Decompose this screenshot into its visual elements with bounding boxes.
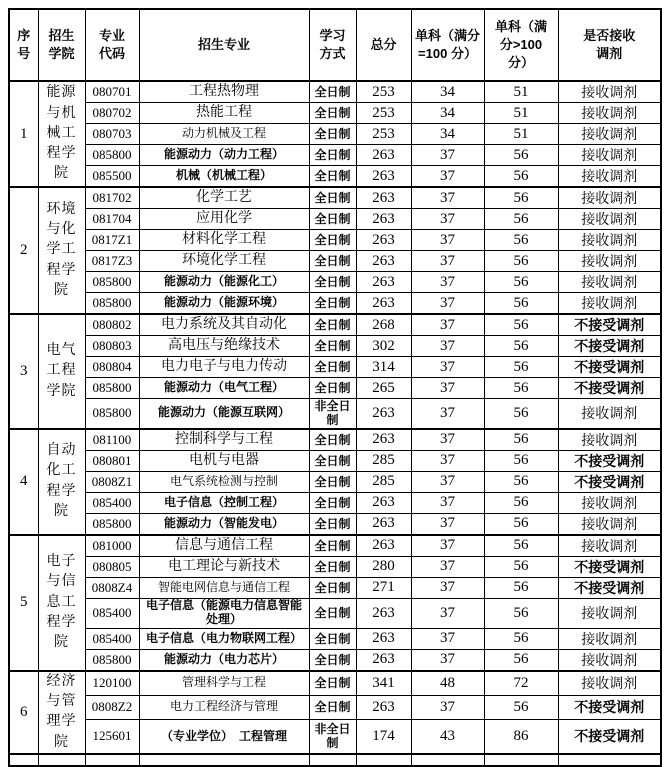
cell-major: 电工理论与新技术 (139, 556, 309, 577)
cell-single-100: 37 (411, 399, 484, 429)
cell-total-score: 302 (356, 336, 411, 357)
page (0, 8, 670, 750)
cell-single-gt100: 56 (484, 209, 558, 230)
cell-major: 能源动力（动力工程） (139, 145, 309, 166)
cell-accept: 不接受调剂 (558, 471, 661, 492)
cell-accept: 不接受调剂 (558, 378, 661, 399)
cell-major: 电机与电器 (139, 450, 309, 471)
admissions-table (8, 8, 662, 767)
cell-accept: 不接受调剂 (558, 719, 661, 754)
cell-study-mode: 全日制 (309, 272, 356, 293)
table-row (9, 230, 661, 251)
table-row (9, 450, 661, 471)
cell-college: 电子 与信 息工 程学 院 (38, 535, 85, 671)
cell-single-100: 37 (411, 378, 484, 399)
cell-single-100: 37 (411, 471, 484, 492)
table-row (9, 695, 661, 719)
table-row (9, 272, 661, 293)
table-row (9, 314, 661, 336)
cell-study-mode: 全日制 (309, 695, 356, 719)
table-row (9, 251, 661, 272)
table-row (9, 399, 661, 429)
cell-single-gt100: 56 (484, 450, 558, 471)
partial-row (9, 754, 661, 766)
partial-cell (85, 754, 139, 766)
cell-major: 环境化学工程 (139, 251, 309, 272)
cell-major: 高电压与绝缘技术 (139, 336, 309, 357)
cell-study-mode: 全日制 (309, 230, 356, 251)
cell-serial: 2 (9, 187, 38, 314)
cell-college: 电气 工程 学院 (38, 314, 85, 429)
cell-study-mode: 全日制 (309, 492, 356, 513)
cell-major: 信息与通信工程 (139, 535, 309, 557)
cell-major-code: 080802 (85, 314, 139, 336)
cell-major-code: 080702 (85, 103, 139, 124)
cell-study-mode: 非全日制 (309, 399, 356, 429)
cell-major-code: 0817Z1 (85, 230, 139, 251)
table-row (9, 336, 661, 357)
cell-total-score: 263 (356, 293, 411, 315)
cell-study-mode: 全日制 (309, 293, 356, 315)
cell-study-mode: 全日制 (309, 535, 356, 557)
cell-single-gt100: 56 (484, 513, 558, 535)
cell-study-mode: 全日制 (309, 209, 356, 230)
cell-single-gt100: 51 (484, 124, 558, 145)
cell-total-score: 263 (356, 695, 411, 719)
cell-total-score: 263 (356, 513, 411, 535)
cell-single-100: 37 (411, 450, 484, 471)
cell-accept: 接收调剂 (558, 230, 661, 251)
cell-major-code: 085800 (85, 145, 139, 166)
cell-single-100: 37 (411, 166, 484, 188)
table-row (9, 357, 661, 378)
cell-study-mode: 全日制 (309, 577, 356, 598)
partial-cell (139, 754, 309, 766)
cell-total-score: 253 (356, 103, 411, 124)
cell-study-mode: 全日制 (309, 124, 356, 145)
cell-total-score: 268 (356, 314, 411, 336)
header-single-100: 单科（满分 =100 分） (411, 9, 484, 81)
table-row (9, 598, 661, 628)
table-row (9, 649, 661, 671)
table-row (9, 187, 661, 209)
cell-single-100: 37 (411, 628, 484, 649)
cell-single-100: 37 (411, 187, 484, 209)
cell-major-code: 085800 (85, 399, 139, 429)
cell-total-score: 263 (356, 535, 411, 557)
cell-single-gt100: 56 (484, 378, 558, 399)
cell-major: 能源动力（智能发电） (139, 513, 309, 535)
cell-study-mode: 全日制 (309, 336, 356, 357)
cell-single-gt100: 56 (484, 272, 558, 293)
cell-single-100: 37 (411, 513, 484, 535)
cell-single-100: 37 (411, 649, 484, 671)
cell-total-score: 263 (356, 492, 411, 513)
table-row (9, 556, 661, 577)
cell-single-100: 37 (411, 556, 484, 577)
cell-single-100: 37 (411, 598, 484, 628)
header-row (9, 9, 661, 81)
cell-accept: 接收调剂 (558, 166, 661, 188)
table-row (9, 166, 661, 188)
cell-accept: 不接受调剂 (558, 357, 661, 378)
cell-major-code: 080701 (85, 81, 139, 103)
table-row (9, 124, 661, 145)
cell-accept: 接收调剂 (558, 81, 661, 103)
cell-serial: 6 (9, 671, 38, 754)
cell-single-gt100: 56 (484, 166, 558, 188)
cell-accept: 不接受调剂 (558, 450, 661, 471)
cell-single-100: 37 (411, 251, 484, 272)
cell-single-gt100: 56 (484, 577, 558, 598)
table-row (9, 628, 661, 649)
cell-study-mode: 全日制 (309, 81, 356, 103)
cell-major: 能源动力（能源化工） (139, 272, 309, 293)
cell-single-gt100: 56 (484, 628, 558, 649)
cell-total-score: 265 (356, 378, 411, 399)
cell-study-mode: 全日制 (309, 187, 356, 209)
cell-single-gt100: 56 (484, 598, 558, 628)
cell-study-mode: 全日制 (309, 103, 356, 124)
partial-cell (558, 754, 661, 766)
header-major: 招生专业 (139, 9, 309, 81)
partial-cell (9, 754, 38, 766)
cell-single-gt100: 56 (484, 471, 558, 492)
table-row (9, 492, 661, 513)
cell-single-gt100: 56 (484, 251, 558, 272)
cell-study-mode: 全日制 (309, 357, 356, 378)
cell-accept: 接收调剂 (558, 429, 661, 451)
cell-total-score: 280 (356, 556, 411, 577)
table-row (9, 209, 661, 230)
cell-major: 能源动力（电气工程） (139, 378, 309, 399)
cell-accept: 接收调剂 (558, 272, 661, 293)
cell-total-score: 253 (356, 124, 411, 145)
cell-total-score: 263 (356, 145, 411, 166)
cell-single-100: 37 (411, 145, 484, 166)
header-college: 招生 学院 (38, 9, 85, 81)
cell-total-score: 341 (356, 671, 411, 696)
cell-study-mode: 全日制 (309, 314, 356, 336)
header-study-mode: 学习 方式 (309, 9, 356, 81)
cell-total-score: 263 (356, 187, 411, 209)
cell-serial: 3 (9, 314, 38, 429)
cell-study-mode: 全日制 (309, 649, 356, 671)
cell-college: 环境 与化 学工 程学 院 (38, 187, 85, 314)
cell-single-gt100: 56 (484, 293, 558, 315)
cell-major: 材料化学工程 (139, 230, 309, 251)
cell-total-score: 263 (356, 628, 411, 649)
cell-study-mode: 全日制 (309, 145, 356, 166)
cell-major: 电力系统及其自动化 (139, 314, 309, 336)
cell-single-gt100: 51 (484, 81, 558, 103)
cell-major-code: 085800 (85, 649, 139, 671)
cell-major-code: 085800 (85, 513, 139, 535)
cell-single-100: 37 (411, 695, 484, 719)
cell-single-100: 37 (411, 314, 484, 336)
cell-major: 控制科学与工程 (139, 429, 309, 451)
cell-single-100: 37 (411, 535, 484, 557)
table-row (9, 429, 661, 451)
cell-study-mode: 全日制 (309, 251, 356, 272)
cell-single-gt100: 56 (484, 492, 558, 513)
cell-major-code: 085400 (85, 598, 139, 628)
cell-accept: 接收调剂 (558, 492, 661, 513)
cell-major: 动力机械及工程 (139, 124, 309, 145)
cell-total-score: 285 (356, 471, 411, 492)
cell-major-code: 0808Z4 (85, 577, 139, 598)
cell-major: 热能工程 (139, 103, 309, 124)
cell-major-code: 085800 (85, 272, 139, 293)
cell-major-code: 081000 (85, 535, 139, 557)
cell-accept: 接收调剂 (558, 103, 661, 124)
cell-serial: 1 (9, 81, 38, 187)
cell-study-mode: 全日制 (309, 471, 356, 492)
cell-accept: 不接受调剂 (558, 556, 661, 577)
cell-accept: 不接受调剂 (558, 336, 661, 357)
cell-major-code: 081704 (85, 209, 139, 230)
cell-accept: 接收调剂 (558, 251, 661, 272)
cell-single-100: 37 (411, 336, 484, 357)
cell-total-score: 253 (356, 81, 411, 103)
cell-accept: 接收调剂 (558, 598, 661, 628)
partial-cell (309, 754, 356, 766)
cell-single-100: 37 (411, 230, 484, 251)
cell-single-gt100: 72 (484, 671, 558, 696)
cell-college: 能源 与机 械工 程学 院 (38, 81, 85, 187)
partial-cell (356, 754, 411, 766)
cell-major: 电子信息（电力物联网工程） (139, 628, 309, 649)
cell-total-score: 263 (356, 209, 411, 230)
cell-total-score: 263 (356, 251, 411, 272)
cell-accept: 接收调剂 (558, 628, 661, 649)
cell-total-score: 263 (356, 230, 411, 251)
cell-study-mode: 非全日制 (309, 719, 356, 754)
cell-single-100: 37 (411, 429, 484, 451)
cell-single-gt100: 56 (484, 336, 558, 357)
cell-study-mode: 全日制 (309, 513, 356, 535)
cell-single-100: 34 (411, 81, 484, 103)
cell-major: 能源动力（能源环境） (139, 293, 309, 315)
cell-study-mode: 全日制 (309, 378, 356, 399)
cell-serial: 5 (9, 535, 38, 671)
cell-major: 工程热物理 (139, 81, 309, 103)
table-row (9, 471, 661, 492)
cell-single-gt100: 56 (484, 649, 558, 671)
cell-accept: 不接受调剂 (558, 577, 661, 598)
cell-single-gt100: 56 (484, 230, 558, 251)
header-major-code: 专业 代码 (85, 9, 139, 81)
cell-accept: 接收调剂 (558, 399, 661, 429)
cell-accept: 接收调剂 (558, 293, 661, 315)
cell-serial: 4 (9, 429, 38, 535)
cell-total-score: 263 (356, 166, 411, 188)
cell-college: 经济 与管 理学 院 (38, 671, 85, 754)
cell-major: 电子信息（控制工程） (139, 492, 309, 513)
cell-major-code: 120100 (85, 671, 139, 696)
cell-single-100: 37 (411, 272, 484, 293)
cell-major: 电力工程经济与管理 (139, 695, 309, 719)
cell-total-score: 285 (356, 450, 411, 471)
cell-total-score: 263 (356, 272, 411, 293)
cell-single-100: 37 (411, 357, 484, 378)
cell-major-code: 080703 (85, 124, 139, 145)
cell-total-score: 263 (356, 429, 411, 451)
cell-total-score: 314 (356, 357, 411, 378)
cell-major: 能源动力（电力芯片） (139, 649, 309, 671)
cell-single-gt100: 86 (484, 719, 558, 754)
cell-single-100: 37 (411, 209, 484, 230)
table-row (9, 81, 661, 103)
cell-major-code: 085500 (85, 166, 139, 188)
cell-study-mode: 全日制 (309, 598, 356, 628)
cell-major: 智能电网信息与通信工程 (139, 577, 309, 598)
cell-single-100: 37 (411, 492, 484, 513)
table-row (9, 535, 661, 557)
cell-single-100: 37 (411, 293, 484, 315)
cell-major-code: 0808Z2 (85, 695, 139, 719)
cell-single-gt100: 56 (484, 187, 558, 209)
cell-major-code: 085800 (85, 378, 139, 399)
cell-major-code: 081100 (85, 429, 139, 451)
cell-total-score: 271 (356, 577, 411, 598)
cell-total-score: 174 (356, 719, 411, 754)
cell-study-mode: 全日制 (309, 628, 356, 649)
cell-college: 自动 化工 程学 院 (38, 429, 85, 535)
cell-study-mode: 全日制 (309, 450, 356, 471)
table-row (9, 103, 661, 124)
cell-accept: 接收调剂 (558, 187, 661, 209)
cell-study-mode: 全日制 (309, 166, 356, 188)
header-serial: 序 号 (9, 9, 38, 81)
cell-accept: 接收调剂 (558, 649, 661, 671)
cell-single-100: 48 (411, 671, 484, 696)
cell-major-code: 085400 (85, 628, 139, 649)
table-row (9, 719, 661, 754)
cell-major: 应用化学 (139, 209, 309, 230)
cell-major-code: 080803 (85, 336, 139, 357)
cell-accept: 接收调剂 (558, 513, 661, 535)
cell-major-code: 080804 (85, 357, 139, 378)
cell-single-gt100: 56 (484, 357, 558, 378)
cell-major-code: 0817Z3 (85, 251, 139, 272)
cell-major-code: 125601 (85, 719, 139, 754)
table-row (9, 577, 661, 598)
table-row (9, 671, 661, 696)
partial-cell (411, 754, 484, 766)
cell-accept: 接收调剂 (558, 671, 661, 696)
cell-single-gt100: 51 (484, 103, 558, 124)
cell-major-code: 085800 (85, 293, 139, 315)
cell-major-code: 080801 (85, 450, 139, 471)
table-row (9, 513, 661, 535)
table-row (9, 145, 661, 166)
cell-accept: 接收调剂 (558, 535, 661, 557)
partial-cell (484, 754, 558, 766)
cell-major: 电力电子与电力传动 (139, 357, 309, 378)
cell-major: 管理科学与工程 (139, 671, 309, 696)
cell-major: 化学工艺 (139, 187, 309, 209)
cell-major-code: 0808Z1 (85, 471, 139, 492)
cell-major: 能源动力（能源互联网） (139, 399, 309, 429)
cell-study-mode: 全日制 (309, 556, 356, 577)
cell-major-code: 085400 (85, 492, 139, 513)
cell-accept: 接收调剂 (558, 145, 661, 166)
table-header (9, 9, 661, 81)
cell-accept: 接收调剂 (558, 209, 661, 230)
cell-accept: 接收调剂 (558, 124, 661, 145)
cell-single-100: 37 (411, 577, 484, 598)
cell-single-gt100: 56 (484, 314, 558, 336)
header-total-score: 总分 (356, 9, 411, 81)
cell-accept: 不接受调剂 (558, 695, 661, 719)
header-accept: 是否接收 调剂 (558, 9, 661, 81)
table-row (9, 378, 661, 399)
cell-single-gt100: 56 (484, 556, 558, 577)
cell-major: 机械（机械工程） (139, 166, 309, 188)
cell-total-score: 263 (356, 598, 411, 628)
cell-single-100: 34 (411, 124, 484, 145)
cell-single-gt100: 56 (484, 695, 558, 719)
cell-total-score: 263 (356, 399, 411, 429)
cell-major: 电气系统检测与控制 (139, 471, 309, 492)
cell-total-score: 263 (356, 649, 411, 671)
table-body (9, 81, 661, 766)
cell-single-gt100: 56 (484, 429, 558, 451)
cell-major-code: 080805 (85, 556, 139, 577)
cell-accept: 不接受调剂 (558, 314, 661, 336)
cell-single-gt100: 56 (484, 535, 558, 557)
cell-single-100: 43 (411, 719, 484, 754)
cell-study-mode: 全日制 (309, 429, 356, 451)
table-row (9, 293, 661, 315)
cell-single-gt100: 56 (484, 399, 558, 429)
cell-major: 电子信息（能源电力信息智能处理） (139, 598, 309, 628)
partial-cell (38, 754, 85, 766)
cell-single-gt100: 56 (484, 145, 558, 166)
cell-single-100: 34 (411, 103, 484, 124)
header-single-gt100: 单科（满 分>100 分） (484, 9, 558, 81)
cell-major-code: 081702 (85, 187, 139, 209)
cell-major: （专业学位） 工程管理 (139, 719, 309, 754)
cell-study-mode: 全日制 (309, 671, 356, 696)
